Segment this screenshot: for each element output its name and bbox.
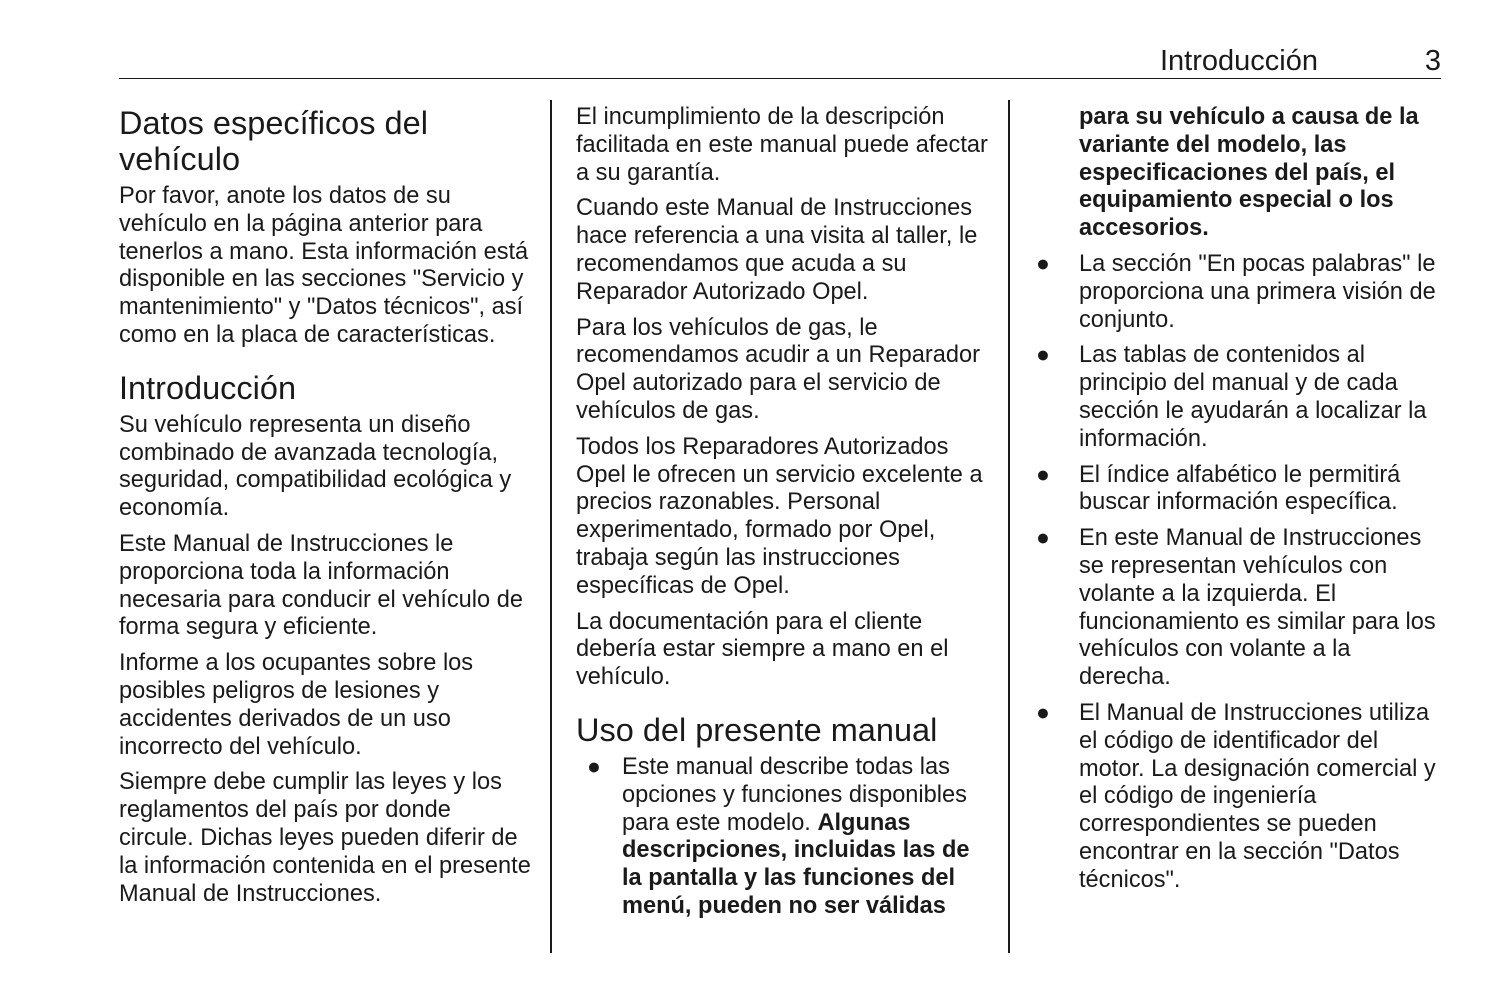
list-item-bold-text: para su vehículo a causa de la variante del modelo, las especificaciones del país, el equipamiento especial o los accesorios. <box>1079 104 1419 242</box>
heading-introduccion: Introducción <box>119 369 297 406</box>
paragraph: Siempre debe cumplir las leyes y los reglamentos del país por donde circule. Dichas leyes pueden diferir de la información contenida en el presente Manual de Instrucciones. <box>119 769 531 907</box>
bullet-icon: ● <box>1036 698 1050 725</box>
bullet-icon: ● <box>587 752 601 779</box>
bullet-icon: ● <box>1036 341 1050 368</box>
paragraph: Por favor, anote los datos de su vehículo en la página anterior para tenerlos a mano. Esta información está disponible en las secciones "Servicio y mantenimiento" y "Datos técnicos", así como en la placa de características. <box>119 183 529 348</box>
bullet-list <box>1036 249 1443 895</box>
paragraph: Cuando este Manual de Instrucciones hace referencia a una visita al taller, le recomendamos que acuda a su Reparador Autorizado Opel. <box>576 195 978 305</box>
paragraph: Informe a los ocupantes sobre los posibles peligros de lesiones y accidentes derivados de un uso incorrecto del vehículo. <box>119 650 474 760</box>
column-divider <box>550 100 552 953</box>
list-item-text: El índice alfabético le permitirá buscar información específica. <box>1079 461 1401 516</box>
list-item-continuation <box>1079 104 1443 243</box>
list-item-text: Las tablas de contenidos al principio del manual y de cada sección le ayudarán a localizar la información. <box>1079 342 1427 452</box>
bullet-list <box>576 754 988 921</box>
list-item-text: El Manual de Instrucciones utiliza el código de identificador del motor. La designación comercial y el código de ingeniería correspondientes se pueden encontrar en la sección "Datos técnicos". <box>1079 699 1436 893</box>
column-left <box>119 100 531 916</box>
paragraph: El incumplimiento de la descripción facilitada en este manual puede afectar a su garantía. <box>576 104 988 186</box>
list-item <box>1036 460 1443 518</box>
list-item <box>1036 698 1443 895</box>
column-right <box>1036 100 1443 903</box>
bullet-icon: ● <box>1036 460 1050 487</box>
bullet-icon: ● <box>1036 524 1050 551</box>
list-item-bold-text: Algunas descripciones, incluidas las de la pantalla y las funciones del menú, pueden no ser válidas <box>622 809 970 919</box>
page-header <box>119 40 1441 79</box>
list-item-text: En este Manual de Instrucciones se representan vehículos con volante a la izquierda. El funcionamiento es similar para los vehículos con volante a la derecha. <box>1079 525 1436 691</box>
list-item-text: La sección "En pocas palabras" le proporciona una primera visión de conjunto. <box>1079 250 1436 333</box>
list-item <box>576 754 988 921</box>
paragraph: Todos los Reparadores Autorizados Opel le ofrecen un servicio excelente a precios razonables. Personal experimentado, formado por Opel, trabaja según las instrucciones específicas de Opel. <box>576 433 983 599</box>
paragraph: Su vehículo representa un diseño combinado de avanzada tecnología, seguridad, compatibilidad ecológica y economía. <box>119 411 512 522</box>
heading-uso-del-manual: Uso del presente manual <box>576 711 938 748</box>
heading-datos-especificos: Datos específicos del vehículo <box>119 105 428 177</box>
paragraph: Para los vehículos de gas, le recomendamos acudir a un Reparador Opel autorizado para el servicio de vehículos de gas. <box>576 314 980 424</box>
page-number: 3 <box>1424 45 1441 77</box>
list-item <box>1036 249 1443 334</box>
paragraph: La documentación para el cliente debería estar siempre a mano en el vehículo. <box>576 608 949 691</box>
list-item-text: Este manual describe todas las opciones y funciones disponibles para este modelo. <box>622 753 967 836</box>
paragraph: Este Manual de Instrucciones le proporciona toda la información necesaria para conducir el vehículo de forma segura y eficiente. <box>119 530 523 641</box>
bullet-icon: ● <box>1036 249 1050 276</box>
list-item <box>1036 524 1443 692</box>
list-item <box>1036 341 1443 453</box>
running-section-title: Introducción <box>1160 45 1318 77</box>
column-divider <box>1008 100 1010 953</box>
column-middle <box>576 100 988 929</box>
